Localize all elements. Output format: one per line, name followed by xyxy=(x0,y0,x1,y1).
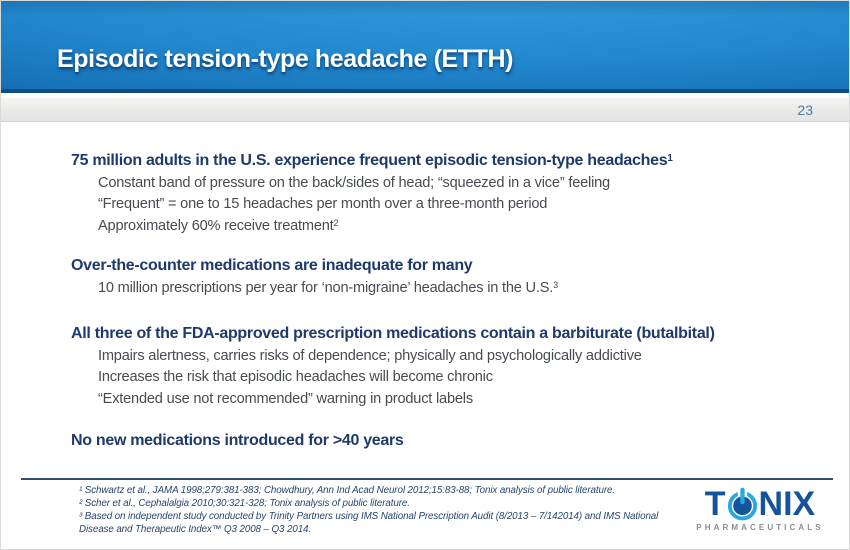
section-line xyxy=(98,278,801,299)
section-line xyxy=(98,367,801,388)
section-line-text: Impairs alertness, carries risks of dependence; physically and psychologically addictive xyxy=(98,348,642,365)
section-line xyxy=(98,194,801,215)
section-heading xyxy=(71,256,801,278)
tonix-logo xyxy=(685,484,835,532)
section-line xyxy=(98,346,801,367)
logo-subtitle: PHARMACEUTICALS xyxy=(696,523,824,532)
section-line xyxy=(98,216,801,237)
logo-letter-t: T xyxy=(704,485,726,523)
section-line-text: Constant band of pressure on the back/sides of head; “squeezed in a vice” feeling xyxy=(98,175,610,191)
section-no-new-medications xyxy=(71,431,801,453)
section-etth-prevalence xyxy=(71,151,801,237)
section-heading xyxy=(71,151,801,173)
section-line-text: 10 million prescriptions per year for ‘non-migraine’ headaches in the U.S. xyxy=(98,279,554,296)
slide-title: Episodic tension-type headache (ETTH) xyxy=(57,45,514,73)
section-heading-text: Over-the-counter medications are inadequate for many xyxy=(71,256,473,274)
section-heading-text: All three of the FDA-approved prescription medications contain a barbiturate (butalbital) xyxy=(71,325,715,343)
header-banner xyxy=(1,1,849,93)
slide-body xyxy=(71,151,801,453)
power-button-icon xyxy=(727,485,758,522)
footnote: ¹ Schwartz et al., JAMA 1998;279:381-383; Chowdhury, Ann Ind Acad Neurol 2012;15:83-88; Tonix analysis of public literature. xyxy=(79,485,615,496)
section-lines xyxy=(71,278,801,299)
section-line xyxy=(98,389,801,410)
footnote: ² Scher et al., Cephalalgia 2010;30:321-328; Tonix analysis of public literature. xyxy=(79,498,410,509)
section-lines xyxy=(71,346,801,410)
footnote-ref: 3 xyxy=(553,279,558,290)
footnote-ref: 2 xyxy=(333,217,339,228)
section-line-text: “Frequent” = one to 15 headaches per month over a three-month period xyxy=(98,196,548,213)
section-lines xyxy=(71,173,801,237)
section-line-text: Increases the risk that episodic headaches will become chronic xyxy=(98,369,493,386)
footer-divider-line xyxy=(21,478,833,480)
page-number: 23 xyxy=(797,102,813,118)
footnotes xyxy=(79,484,684,536)
tonix-wordmark xyxy=(685,484,835,521)
section-line-text: “Extended use not recommended” warning in product labels xyxy=(98,390,473,407)
section-line xyxy=(98,173,801,194)
page-number-band xyxy=(1,97,849,122)
footnote: ³ Based on independent study conducted by Trinity Partners using IMS National Prescription Audit (8/2013 – 7/142014) and IMS National Disease and Therapeutic Index™ Q3 2008 – Q3 2014. xyxy=(79,511,659,535)
section-otc-inadequate xyxy=(71,256,801,299)
footnote-ref: 1 xyxy=(667,152,673,164)
section-heading-text: 75 million adults in the U.S. experience frequent episodic tension-type headaches xyxy=(71,152,668,169)
section-heading xyxy=(71,431,801,453)
logo-letters-nix: NIX xyxy=(758,485,816,523)
section-heading-text: No new medications introduced for >40 years xyxy=(71,432,404,450)
section-barbiturate xyxy=(71,324,801,410)
section-heading xyxy=(71,324,801,346)
section-line-text: Approximately 60% receive treatment xyxy=(98,217,334,234)
